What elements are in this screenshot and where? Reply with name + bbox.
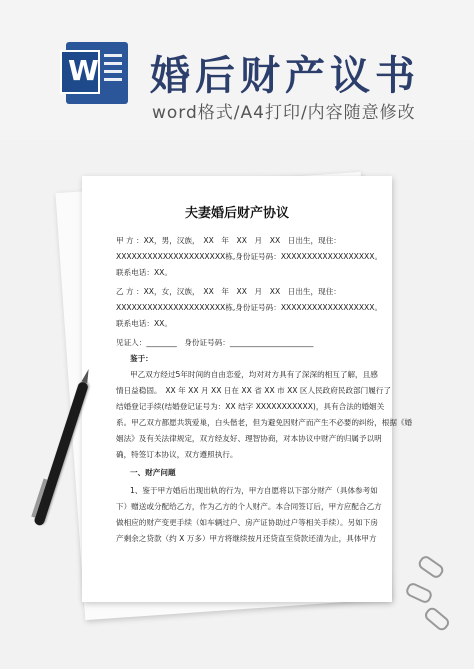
doc-line: 做相应的财产变更手续（如车辆过户、房产证协助过户等相关手续）。另如下房 xyxy=(116,518,378,527)
doc-line: 系。甲乙双方都愿共筑爱巢，白头偕老，但为避免因财产而产生不必要的纠纷，根据《婚 xyxy=(116,418,413,427)
doc-line: 姻法》及有关法律规定，双方经友好、理智协商，对本协议中财产的归属予以明 xyxy=(116,434,382,443)
header-banner xyxy=(0,0,474,140)
doc-line: XXXXXXXXXXXXXXXXXXXXX栋,身份证号码：XXXXXXXXXXXXXXXXXX。 xyxy=(116,252,383,261)
doc-line: 下）赠送或分配给乙方，作为乙方的个人财产。本合同签订后，甲方应配合乙方 xyxy=(116,502,382,511)
doc-line: 甲 方 ：XX，男，汉族， XX 年 XX 月 XX 日出生，现住： xyxy=(116,236,341,245)
text-lines-icon xyxy=(104,54,122,86)
paperclip-icon xyxy=(416,554,445,580)
page-title: 婚后财产议书 xyxy=(150,53,420,99)
doc-line: XXXXXXXXXXXXXXXXXXXXX栋,身份证号码：XXXXXXXXXXXXXXXXXX。 xyxy=(116,303,383,312)
doc-line: 确，特签订本协议，双方遵照执行。 xyxy=(116,450,238,459)
doc-line: 联系电话：XX。 xyxy=(116,268,172,277)
word-logo-icon xyxy=(66,42,128,104)
doc-line: 产剩余之贷款（约 X 万多）甲方将继续按月还贷直至贷款还清为止，具体甲方 xyxy=(116,534,377,543)
doc-line: 结婚登记手续(结婚登记证号为：XX 结字 XXXXXXXXXXX)，具有合法的婚姻关 xyxy=(116,402,385,411)
document-page xyxy=(82,176,413,602)
doc-line: 见证人：________ 身份证号码：______________________ xyxy=(116,338,314,347)
doc-line: 情日益稳固。 XX 年 XX 月 XX 日在 XX 省 XX 市 XX 区人民政府民政部门履行了 xyxy=(116,386,392,395)
doc-line: 鉴于： xyxy=(130,354,153,363)
doc-line: 甲乙双方经过5年时间的自由恋爱，均对对方具有了深深的相互了解，且感 xyxy=(130,370,378,379)
paperclip-icon xyxy=(404,581,433,605)
document-title: 夫妻婚后财产协议 xyxy=(184,206,289,221)
pen-clip xyxy=(31,478,47,517)
page-subtitle: word格式/A4打印/内容随意修改 xyxy=(152,103,416,123)
section-heading: 一、财产问题 xyxy=(130,468,176,477)
word-letter: W xyxy=(68,54,99,87)
doc-line: 1、鉴于甲方婚后出现出轨的行为，甲方自愿将以下部分财产（具体参考如 xyxy=(130,486,378,495)
doc-line: 联系电话：XX。 xyxy=(116,319,172,328)
doc-line: 乙 方 ：XX，女，汉族， XX 年 XX 月 XX 日出生，现住： xyxy=(116,287,341,296)
paperclip-icon xyxy=(423,605,452,632)
